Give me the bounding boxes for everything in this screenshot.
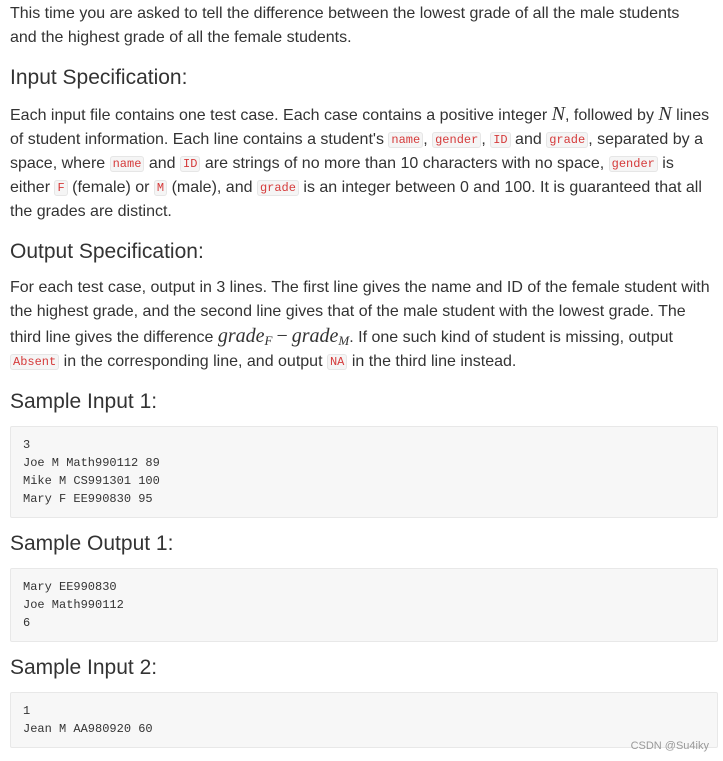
input-text: are strings of no more than 10 characters with no space, [200, 155, 609, 172]
output-text: . If one such kind of student is missing, output [349, 329, 673, 346]
input-text: is either [10, 155, 674, 196]
output-spec-heading: Output Specification: [10, 240, 204, 263]
output-text: in the corresponding line, and output [59, 353, 327, 370]
output-text: For each test case, output in 3 lines. The first line gives the name and ID of the female student with the highest grade, and the second line gives that of the male student with the lowest grade. The third line gives the difference [10, 279, 710, 346]
input-spec-paragraph [10, 102, 718, 224]
sample-input-2-heading: Sample Input 2: [10, 656, 158, 679]
and-text: and [144, 155, 181, 172]
and-text: and [510, 131, 547, 148]
intro-paragraph [10, 2, 718, 50]
output-spec-paragraph [10, 276, 718, 374]
code-m: M [154, 180, 167, 196]
code-grade: grade [546, 132, 588, 148]
sample-output-1-code[interactable]: Mary EE990830 Joe Math990112 6 [10, 568, 718, 642]
code-name: name [388, 132, 423, 148]
input-text: lines of student information. Each line contains a student's [10, 107, 710, 148]
math-subscript-m: M [338, 333, 350, 348]
math-minus: − [276, 325, 288, 347]
code-absent: Absent [10, 354, 59, 370]
intro-line-2: and the highest grade of all the female students. [10, 29, 352, 46]
output-text: in the third line instead. [347, 353, 517, 370]
code-name: name [110, 156, 145, 172]
comma-separator: , [481, 131, 491, 148]
code-f: F [54, 180, 67, 196]
input-text: is an integer between 0 and 100. It is guaranteed that all the grades are distinct. [10, 179, 702, 220]
code-id: ID [180, 156, 200, 172]
math-grade-m [292, 325, 350, 347]
math-grade-word: grade [291, 325, 339, 347]
sample-input-1-heading: Sample Input 1: [10, 390, 158, 413]
input-text: Each input file contains one test case. Each case contains a positive integer [10, 107, 552, 124]
input-text: , separated by a space, where [10, 131, 703, 172]
code-gender: gender [609, 156, 658, 172]
math-variable-n: N [551, 103, 565, 125]
sample-input-1-code[interactable]: 3 Joe M Math990112 89 Mike M CS991301 100 Mary F EE990830 95 [10, 426, 718, 518]
sample-input-2-code[interactable]: 1 Jean M AA980920 60 [10, 692, 718, 748]
input-spec-heading: Input Specification: [10, 66, 188, 89]
intro-line-1: This time you are asked to tell the difference between the lowest grade of all the male students [10, 5, 680, 22]
input-text: (male), and [167, 179, 257, 196]
code-grade: grade [257, 180, 299, 196]
code-id: ID [490, 132, 510, 148]
problem-statement [10, 2, 718, 760]
csdn-watermark: CSDN @Su4iky [630, 740, 709, 752]
comma-separator: , [423, 131, 433, 148]
math-grade-f [218, 325, 273, 347]
math-variable-n: N [658, 103, 672, 125]
input-text: , followed by [565, 107, 659, 124]
math-grade-word: grade [217, 325, 265, 347]
input-text: (female) or [67, 179, 154, 196]
math-subscript-f: F [264, 333, 273, 348]
code-gender: gender [432, 132, 481, 148]
code-na: NA [327, 354, 347, 370]
sample-output-1-heading: Sample Output 1: [10, 532, 174, 555]
